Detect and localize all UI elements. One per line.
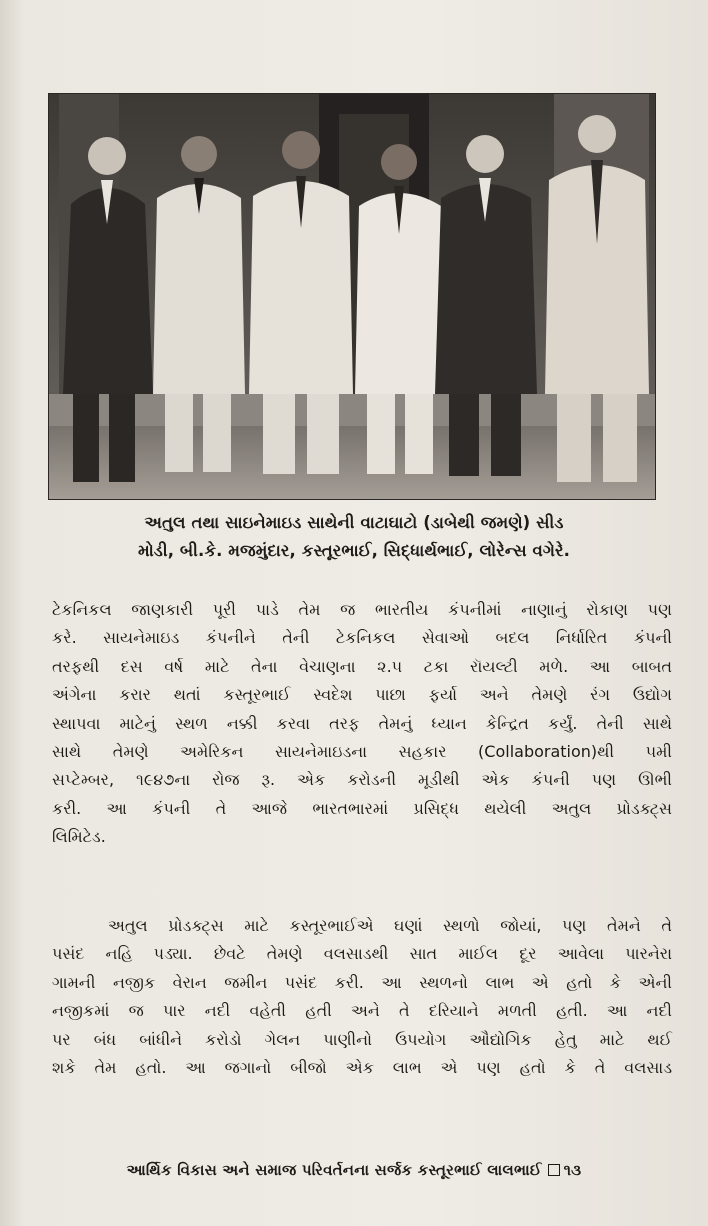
text-line: ગામની નજીક વેરાન જમીન પસંદ કરી. આ સ્થળનો લાભ એ હતો કે એની bbox=[52, 972, 672, 992]
text-line: પર બંધ બાંધીને કરોડો ગેલન પાણીનો ઉપયોગ ઔદ્યોગિક હેતુ માટે થઈ bbox=[52, 1029, 672, 1049]
page-footer bbox=[0, 1161, 708, 1179]
text-line: પસંદ નહિ પડ્યા. છેવટે તેમણે વલસાડથી સાત માઈલ દૂર આવેલા પારનેરા bbox=[52, 944, 672, 964]
text-line: અંગેના કરાર થતાં કસ્તૂરભાઈ સ્વદેશ પાછા ફર્યા અને તેમણે રંગ ઉદ્યોગ bbox=[52, 685, 672, 705]
text-line: સપ્ટેમ્બર, ૧૯૪૭ના રોજ રૂ. એક કરોડની મૂડીથી એક કંપની પણ ઊભી bbox=[52, 770, 672, 790]
text-line: કરે. સાયનેમાઇડ કંપનીને તેની ટેકનિકલ સેવાઓ બદલ નિર્ધારિત કંપની bbox=[52, 628, 672, 648]
group-photo bbox=[48, 93, 656, 500]
photo-caption-line-2: મોડી, બી.કે. મજમુંદાર, કસ્તૂરભાઈ, સિદ્ધાર્થભાઈ, લોરેન્સ વગેરે. bbox=[137, 541, 571, 560]
paragraph-1 bbox=[52, 596, 672, 852]
text-line: સાથે તેમણે અમેરિકન સાયનેમાઇડના સહકાર (Collaboration)થી ૫મી bbox=[52, 742, 672, 762]
text-line: સ્થાપવા માટેનું સ્થળ નક્કી કરવા તરફ તેમનું ધ્યાન કેન્દ્રિત કર્યું. તેની સાથે bbox=[52, 713, 672, 733]
page-number: ૧૩ bbox=[563, 1161, 582, 1179]
text-line: લિમિટેડ. bbox=[52, 827, 106, 847]
text-line: અતુલ પ્રોડક્ટ્સ માટે કસ્તૂરભાઈએ ઘણાં સ્થળો જોયાં, પણ તેમને તે bbox=[108, 916, 672, 935]
text-line: ટેકનિકલ જાણકારી પૂરી પાડે તેમ જ ભારતીય કંપનીમાં નાણાનું રોકાણ પણ bbox=[52, 600, 672, 619]
paragraph-2 bbox=[52, 912, 672, 1082]
book-title: આર્થિક વિકાસ અને સમાજ પરિવર્તનના સર્જક કસ્તૂરભાઈ લાલભાઈ bbox=[126, 1161, 542, 1179]
photo-caption-line-1: અતુલ તથા સાઇનેમાઇડ સાથેની વાટાઘાટો (ડાબેથી જમણે) સીડ bbox=[144, 513, 564, 532]
text-line: તરફથી દસ વર્ષ માટે તેના વેચાણના ૨.૫ ટકા રૉયલ્ટી મળે. આ બાબત bbox=[52, 656, 672, 676]
square-icon bbox=[548, 1164, 560, 1176]
text-line: નજીકમાં જ પાર નદી વહેતી હતી અને તે દરિયાને મળતી હતી. આ નદી bbox=[52, 1001, 672, 1021]
text-line: શકે તેમ હતો. આ જગાનો બીજો એક લાભ એ પણ હતો કે તે વલસાડ bbox=[52, 1058, 672, 1078]
text-line: કરી. આ કંપની તે આજે ભારતભારમાં પ્રસિદ્ધ થયેલી અતુલ પ્રોડક્ટ્સ bbox=[52, 798, 672, 818]
